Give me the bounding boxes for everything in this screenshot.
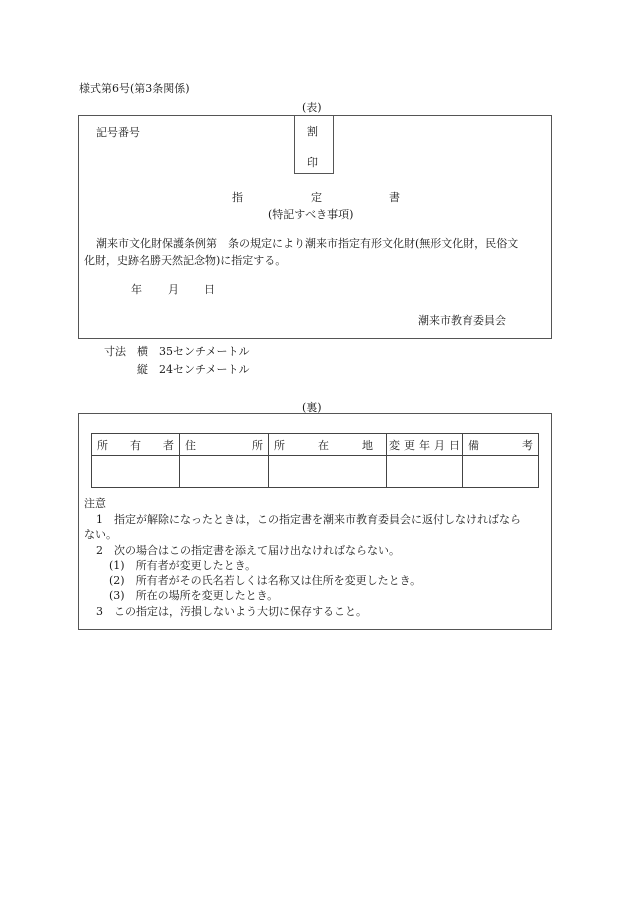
front-side-label: (表) (302, 101, 322, 114)
dimensions-label: 寸法 (104, 345, 126, 358)
table-header-row (92, 434, 539, 456)
note-1-line: 1 指定が解除になったときは，この指定書を潮来市教育委員会に返付しなければなら (96, 513, 521, 526)
certificate-title-char: 書 (389, 191, 400, 204)
record-number-label: 記号番号 (96, 126, 140, 139)
issuer-name: 潮来市教育委員会 (418, 314, 506, 327)
form-label: 様式第6号(第3条関係) (79, 82, 190, 95)
date-day-label: 日 (204, 283, 215, 296)
certificate-subtitle: (特記すべき事項) (268, 208, 354, 221)
table-row (92, 456, 539, 488)
change-register-table (91, 433, 539, 488)
header-change-date: 変 更 年 月 日 (387, 434, 463, 456)
dimension-width: 横 35センチメートル (137, 345, 250, 358)
header-owner: 所 有 者 (92, 434, 180, 456)
date-month-label: 月 (168, 283, 179, 296)
seal-char-bottom: 印 (307, 156, 318, 169)
certificate-title-char: 定 (311, 191, 322, 204)
note-2: 2 次の場合はこの指定書を添えて届け出なければならない。 (96, 544, 400, 557)
note-3: 3 この指定は，汚損しないよう大切に保存すること。 (96, 605, 367, 618)
note-1-line: ない。 (84, 528, 117, 541)
table-cell (92, 456, 180, 488)
table-cell (180, 456, 269, 488)
date-year-label: 年 (131, 283, 142, 296)
note-2-item: (3) 所在の場所を変更したとき。 (109, 589, 279, 602)
certificate-title-char: 指 (232, 191, 243, 204)
table-cell (387, 456, 463, 488)
header-address: 住 所 (180, 434, 269, 456)
seal-char-top: 割 (307, 125, 318, 138)
note-2-item: (1) 所有者が変更したとき。 (109, 559, 257, 572)
back-side-label: (裏) (302, 401, 322, 414)
note-2-item: (2) 所有者がその氏名若しくは名称又は住所を変更したとき。 (109, 574, 422, 587)
table-cell (269, 456, 387, 488)
dimension-height: 縦 24センチメートル (137, 363, 250, 376)
notes-title: 注意 (84, 497, 106, 510)
table-cell (463, 456, 539, 488)
certificate-body-line: 化財，史跡名勝天然記念物)に指定する。 (84, 254, 287, 267)
header-remarks: 備 考 (463, 434, 539, 456)
header-location: 所 在 地 (269, 434, 387, 456)
certificate-body-line: 潮来市文化財保護条例第 条の規定により潮来市指定有形文化財(無形文化財，民俗文 (96, 237, 519, 250)
